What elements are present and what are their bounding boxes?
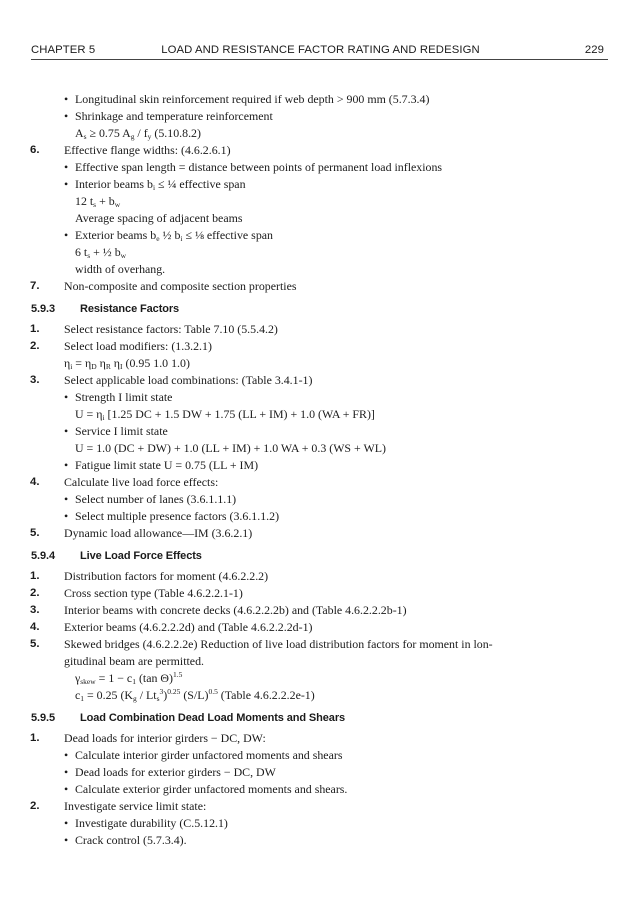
text-line: width of overhang. <box>75 262 166 276</box>
bullet-text: Crack control (5.7.3.4). <box>75 833 187 847</box>
bullet-icon: • <box>64 833 69 847</box>
item-text: Distribution factors for moment (4.6.2.2.2) <box>64 569 269 583</box>
item-number: 3. <box>30 604 40 616</box>
bullet-icon: • <box>64 160 69 174</box>
bullet-icon: • <box>64 492 69 506</box>
item-number: 5. <box>30 638 40 650</box>
item-number: 4. <box>30 476 40 488</box>
item-text: Select load modifiers: (1.3.2.1) <box>64 339 212 353</box>
item-number: 5. <box>30 527 40 539</box>
bullet-icon: • <box>64 177 69 191</box>
bullet-icon: • <box>64 228 69 242</box>
bullet-text: Service I limit state <box>75 424 168 438</box>
item-text: Skewed bridges (4.6.2.2.2e) Reduction of live load distribution factors for moment in lon- <box>64 637 493 651</box>
formula-line: $\gamma_{skew} = 1 - c_1$ (tan Θ)$^{1.5}$ <box>75 670 183 686</box>
item-text: Calculate live load force effects: <box>64 475 219 489</box>
bullet-text: Fatigue limit state U = 0.75 (LL + IM) <box>75 458 259 472</box>
item-text: Dynamic load allowance—IM (3.6.2.1) <box>64 526 253 540</box>
formula-line: $U = \eta_i$ [1.25 DC + 1.5 DW + 1.75 (LL + IM) + 1.0 (WA + FR)] <box>75 407 375 422</box>
item-text: Interior beams with concrete decks (4.6.2.2.2b) and (Table 4.6.2.2.2b-1) <box>64 603 407 617</box>
bullet-icon: • <box>64 509 69 523</box>
item-number: 1. <box>30 732 40 744</box>
formula-line: $\eta_i = \eta_D$ $\eta_R$ $\eta_I$ (0.95 1.0 1.0) <box>64 356 190 371</box>
item-text: Exterior beams (4.6.2.2.2d) and (Table 4.6.2.2.2d-1) <box>64 620 313 634</box>
item-text: Dead loads for interior girders − DC, DW: <box>64 731 266 745</box>
bullet-icon: • <box>64 748 69 762</box>
bullet-text: Strength I limit state <box>75 390 173 404</box>
page-number: 229 <box>584 44 604 56</box>
item-number: 1. <box>30 570 40 582</box>
bullet-icon: • <box>64 390 69 404</box>
formula-line: 12 $t_s + b_w$ <box>75 194 121 209</box>
bullet-icon: • <box>64 424 69 438</box>
item-text: Cross section type (Table 4.6.2.2.1-1) <box>64 586 243 600</box>
bullet-text: Shrinkage and temperature reinforcement <box>75 109 273 123</box>
bullet-icon: • <box>64 816 69 830</box>
bullet-text: Dead loads for exterior girders − DC, DW <box>75 765 276 779</box>
bullet-text: Investigate durability (C.5.12.1) <box>75 816 228 830</box>
formula-line: $c_1 = 0.25$ $(K_g / Lt_s^3)^{0.25}$ $(S/L)^{0.5}$ (Table 4.6.2.2.2e-1) <box>75 687 315 703</box>
item-text: Investigate service limit state: <box>64 799 207 813</box>
bullet-icon: • <box>64 92 69 106</box>
bullet-icon: • <box>64 765 69 779</box>
section-heading: 5.9.5 Load Combination Dead Load Moments and Shears <box>31 712 346 724</box>
bullet-text: Exterior beams $b_e$ ½ $b_i$ ≤ ⅛ effective span <box>75 228 273 243</box>
formula-line: $A_s \ge 0.75$ $A_g / f_y$ (5.10.8.2) <box>75 126 201 141</box>
item-text: Select applicable load combinations: (Table 3.4.1-1) <box>64 373 313 387</box>
item-number: 6. <box>30 144 40 156</box>
chapter-label: CHAPTER 5 <box>31 44 96 56</box>
item-number: 2. <box>30 587 40 599</box>
bullet-text: Select number of lanes (3.6.1.1.1) <box>75 492 237 506</box>
item-text: Select resistance factors: Table 7.10 (5.5.4.2) <box>64 322 278 336</box>
formula-line: U = 1.0 (DC + DW) + 1.0 (LL + IM) + 1.0 WA + 0.3 (WS + WL) <box>75 441 386 455</box>
item-number: 7. <box>30 280 40 292</box>
item-number: 1. <box>30 323 40 335</box>
item-number: 4. <box>30 621 40 633</box>
bullet-text: Longitudinal skin reinforcement required if web depth > 900 mm (5.7.3.4) <box>75 92 430 106</box>
bullet-text: Calculate interior girder unfactored moments and shears <box>75 748 343 762</box>
section-heading: 5.9.4 Live Load Force Effects <box>31 550 202 562</box>
running-title: LOAD AND RESISTANCE FACTOR RATING AND REDESIGN <box>161 44 480 56</box>
item-text: Non-composite and composite section properties <box>64 279 297 293</box>
header-rule <box>31 59 608 60</box>
item-number: 2. <box>30 800 40 812</box>
bullet-text: Calculate exterior girder unfactored moments and shears. <box>75 782 348 796</box>
bullet-icon: • <box>64 109 69 123</box>
bullet-text: Interior beams $b_i$ ≤ ¼ effective span <box>75 177 246 192</box>
section-heading: 5.9.3 Resistance Factors <box>31 303 180 315</box>
item-number: 2. <box>30 340 40 352</box>
bullet-text: Select multiple presence factors (3.6.1.1.2) <box>75 509 280 523</box>
text-line: Average spacing of adjacent beams <box>75 211 243 225</box>
formula-line: 6 $t_s$ + ½ $b_w$ <box>75 245 127 260</box>
item-text: Effective flange widths: (4.6.2.6.1) <box>64 143 231 157</box>
bullet-text: Effective span length = distance between points of permanent load inflexions <box>75 160 443 174</box>
item-number: 3. <box>30 374 40 386</box>
text-line: gitudinal beam are permitted. <box>64 654 204 668</box>
bullet-icon: • <box>64 458 69 472</box>
bullet-icon: • <box>64 782 69 796</box>
